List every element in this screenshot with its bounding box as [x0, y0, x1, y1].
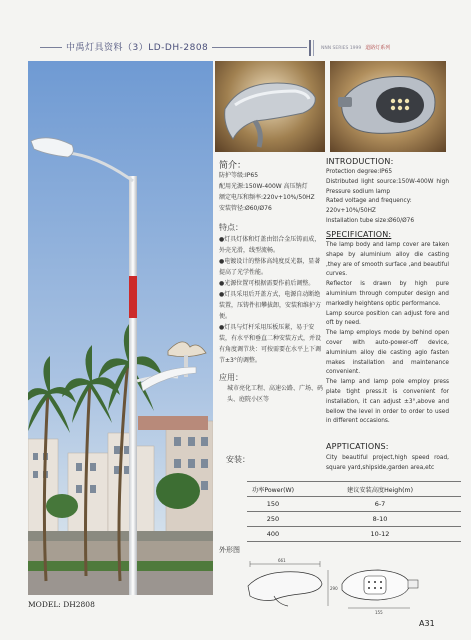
- table-cell-height: 10-12: [299, 527, 461, 542]
- page-header-title: 中禹灯具资料（3）LD-DH-2808: [66, 43, 209, 53]
- series-tag: [321, 44, 390, 51]
- zh-feature-item: ●灯具采用后开盖方式，电源自动断绝装置，压铸件扣攀拔卸，安装和维护方便。: [219, 291, 322, 320]
- model-label: MODEL: DH2808: [28, 600, 95, 609]
- table-cell-power: 150: [247, 497, 299, 512]
- zh-features-list: [219, 234, 324, 366]
- en-spec-paragraph: Reflector is drawn by high pure aluminium through computer design and markedly heightens optic performance.: [326, 281, 449, 307]
- en-spec-paragraph: Lamp source position can adjust fore and oft by need.: [326, 310, 449, 327]
- table-row: [247, 527, 461, 542]
- lamp-head-image-underside: [330, 61, 446, 152]
- zh-intro-heading: 简介：: [219, 161, 247, 171]
- en-intro-list: [326, 168, 449, 227]
- en-spec-paragraph: The lamp and lamp pole employ press plate tight press.It is convenient for installation, it can adjust ±3°,above and bellow the level in order to order to used in different occasions.: [326, 379, 449, 425]
- zh-intro-line: 防护等级:IP65: [219, 172, 259, 179]
- street-lamp-photo: [28, 61, 213, 595]
- en-spec-list: [326, 241, 449, 427]
- zh-install-heading: 安装：: [226, 455, 250, 464]
- zh-feature-item: ●灯具灯体和灯盖由铝合金压铸而成，外壳光滑，线型流畅。: [219, 236, 321, 254]
- en-intro-line: Protection degree:IP65: [326, 169, 393, 175]
- en-spec-paragraph: The lamp employs mode by behind open cover with auto-power-off device, aluminium alloy die casting agio fasten makes installation and maintenance convenient.: [326, 330, 449, 376]
- en-intro-line: Rated voltage and frequency:: [326, 198, 412, 205]
- en-spec-paragraph: The lamp body and lamp cover are taken shape by aluminium alloy die casting ,they are of smooth surface ,and beautiful curves.: [326, 242, 449, 278]
- zh-intro-line: 配用光源:150W-400W 高压钠灯: [219, 183, 308, 190]
- zh-feature-item: ●电镀设计的整体高纯度反光器，显著提高了光学性能。: [219, 258, 321, 276]
- en-intro-line: Distributed light source:150W-400W high Pressure sodium lamp: [326, 178, 449, 195]
- en-intro-line: Installation tube size:Ø60/Ø76: [326, 217, 415, 224]
- table-row: [247, 497, 461, 512]
- outline-diagram: [238, 556, 426, 616]
- diagram-dim-length: 661: [278, 558, 286, 563]
- series-name: 道路灯系列: [365, 45, 391, 51]
- zh-features-heading: 特点：: [219, 223, 243, 232]
- header-rule-right: [212, 47, 307, 48]
- zh-intro-list: [219, 170, 315, 214]
- header-divider-bar: [309, 40, 311, 56]
- header-rule-left: [40, 47, 62, 48]
- table-header-power: 功率Power(W): [247, 482, 299, 497]
- table-row: [247, 512, 461, 527]
- en-applications-heading: APPTICATIONS:: [326, 442, 389, 451]
- install-height-table: [247, 481, 461, 542]
- table-cell-power: 400: [247, 527, 299, 542]
- en-intro-line: 220v+10%/50HZ: [326, 208, 376, 215]
- diagram-dim-height: 290: [330, 586, 338, 591]
- diagram-dim-width: 155: [375, 610, 383, 615]
- en-applications-text: City beautiful project,high speed road, square yard,shipside,garden area,etc: [326, 455, 449, 471]
- outline-heading: 外形图: [219, 546, 240, 554]
- zh-application-text: 城市亮化工程、高速公路、广场、码头、庭院小区等: [227, 385, 324, 403]
- table-header-row: [247, 482, 461, 497]
- table-header-height: 建议安装高度Heigh(m): [299, 482, 461, 497]
- zh-intro-line: 额定电压和频率:220v+10%/50HZ: [219, 194, 315, 201]
- table-cell-height: 8-10: [299, 512, 461, 527]
- series-code: NNN SERIES 1999: [321, 46, 362, 51]
- zh-feature-item: ●灯具与灯杆采用压板压紧，易于安装，有水平和垂直二种安装方式，并设有角度调节块：可按需要在水平上下调节±3°的调整。: [219, 324, 322, 364]
- header-divider-bar-thin: [313, 40, 314, 56]
- zh-intro-line: 安装管径:Ø60/Ø76: [219, 205, 272, 212]
- page-number: A31: [419, 619, 435, 628]
- en-intro-heading: INTRODUCTION:: [326, 157, 394, 166]
- table-cell-height: 6-7: [299, 497, 461, 512]
- zh-feature-item: ●光源位置可根据需要作前后调整。: [219, 280, 315, 287]
- table-cell-power: 250: [247, 512, 299, 527]
- lamp-head-image-top: [215, 61, 325, 152]
- en-spec-heading: SPECIFICATION:: [326, 230, 392, 239]
- zh-application-heading: 应用：: [219, 373, 243, 382]
